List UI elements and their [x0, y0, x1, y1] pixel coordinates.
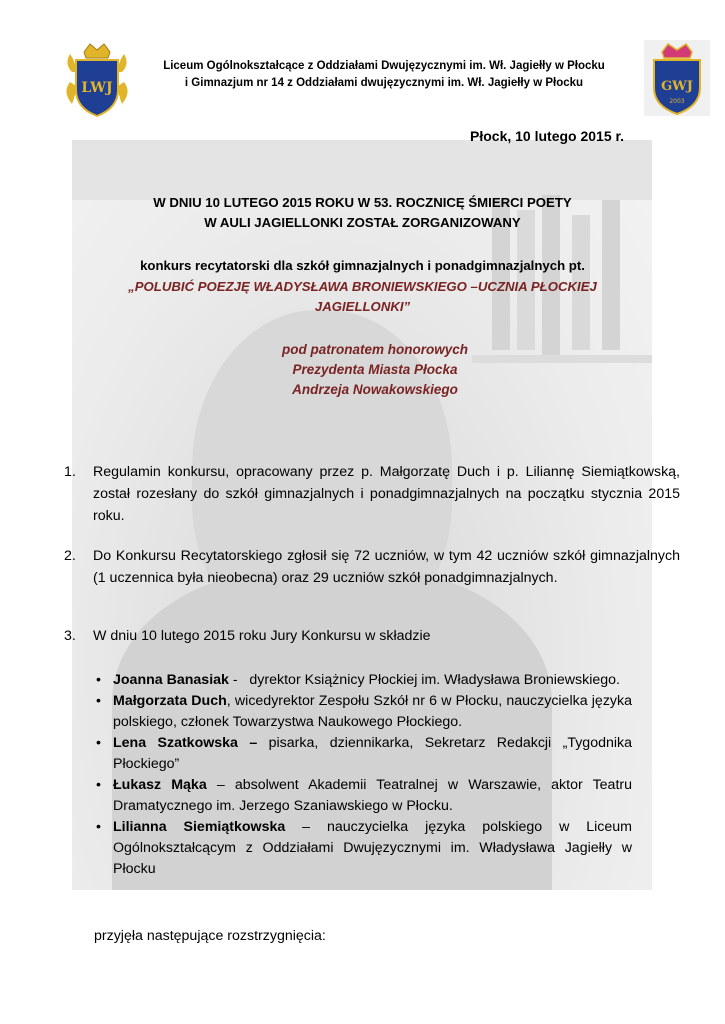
jury-member-separator: -	[228, 672, 250, 688]
title-line2: W AULI JAGIELLONKI ZOSTAŁ ZORGANIZOWANY	[204, 215, 521, 230]
school-crest-left-logo	[64, 42, 130, 118]
jury-member-description: absolwent Akademii Teatralnej w Warszawie, aktor Teatru Dramatycznego im. Jerzego Szaniawskiego w Płocku.	[113, 777, 633, 814]
jury-member	[94, 670, 632, 691]
contest-name-line2: JAGIELLONKI”	[314, 299, 411, 314]
patronage-line2: Prezydenta Miasta Płocka	[292, 362, 458, 377]
jury-member-name: Joanna Banasiak	[113, 672, 229, 688]
jury-member	[94, 733, 632, 775]
document-title	[90, 193, 635, 233]
bullet-icon: •	[96, 672, 101, 688]
numbered-point	[64, 545, 680, 589]
jury-member-name: Lilianna Siemiątkowska	[113, 819, 286, 835]
right-logo-letters: GWJ	[661, 79, 693, 94]
jury-member-name: Łukasz Mąka	[113, 777, 207, 793]
jury-member-separator	[257, 735, 268, 751]
point-number: 1.	[64, 464, 76, 480]
point-text: Do Konkursu Recytatorskiego zgłosił się 72 uczniów, w tym 42 uczniów szkół gimnazjalnych (1 uczennica była nieobecna) oraz 29 uczniów szkół ponadgimnazjalnych.	[93, 548, 680, 586]
patronage-block	[160, 340, 590, 400]
bullet-icon: •	[96, 735, 101, 751]
patronage-line3: Andrzeja Nowakowskiego	[292, 382, 458, 397]
jury-member	[94, 691, 632, 733]
jury-member-description: pisarka, dziennikarka, Sekretarz Redakcji „Tygodnika Płockiego”	[113, 735, 633, 772]
contest-name	[90, 277, 635, 317]
jury-member-name: Lena Szatkowska –	[113, 735, 258, 751]
numbered-point	[64, 461, 680, 527]
jury-member-separator: –	[285, 819, 327, 835]
bullet-icon: •	[96, 819, 101, 835]
jury-member	[94, 775, 632, 817]
school-header	[130, 58, 638, 92]
point-number: 2.	[64, 548, 76, 564]
contest-subtitle: konkurs recytatorski dla szkół gimnazjalnych i ponadgimnazjalnych pt.	[140, 258, 585, 273]
right-logo-year: 2003	[669, 98, 685, 105]
school-header-line2: i Gimnazjum nr 14 z Oddziałami dwujęzycznymi im. Wł. Jagiełły w Płocku	[184, 77, 584, 89]
left-logo-letters: LWJ	[81, 80, 113, 96]
point-text: W dniu 10 lutego 2015 roku Jury Konkursu w składzie	[93, 628, 431, 644]
numbered-point	[64, 625, 680, 647]
bullet-icon: •	[96, 777, 101, 793]
bullet-icon: •	[96, 693, 101, 709]
point-text: Regulamin konkursu, opracowany przez p. Małgorzatę Duch i p. Liliannę Siemiątkowską, został rozesłany do szkół gimnazjalnych i ponadgimnazjalnych na początku stycznia 2015 roku.	[93, 464, 680, 524]
jury-member-separator: –	[206, 777, 235, 793]
jury-member-name: Małgorzata Duch	[113, 693, 227, 709]
point-number: 3.	[64, 628, 76, 644]
patronage-line1: pod patronatem honorowych	[281, 342, 468, 357]
jury-member-description: nauczycielka języka polskiego w Liceum Ogólnokształcącym z Oddziałami Dwujęzycznymi im. Władysława Jagiełły w Płocku	[113, 819, 632, 877]
title-line1: W DNIU 10 LUTEGO 2015 ROKU W 53. ROCZNICĘ ŚMIERCI POETY	[153, 195, 572, 210]
school-crest-right-logo	[644, 40, 710, 116]
school-header-line1: Liceum Ogólnokształcące z Oddziałami Dwujęzycznymi im. Wł. Jagiełły w Płocku	[163, 60, 605, 72]
jury-list	[94, 670, 632, 880]
decision-intro: przyjęła następujące rozstrzygnięcia:	[94, 928, 326, 944]
jury-member-separator: ,	[226, 693, 235, 709]
jury-member-description: dyrektor Książnicy Płockiej im. Władysława Broniewskiego.	[249, 672, 621, 688]
jury-member	[94, 817, 632, 880]
document-date: Płock, 10 lutego 2015 r.	[470, 128, 625, 144]
contest-name-line1: „POLUBIĆ POEZJĘ WŁADYSŁAWA BRONIEWSKIEGO –UCZNIA PŁOCKIEJ	[128, 279, 597, 294]
jury-member-description: wicedyrektor Zespołu Szkół nr 6 w Płocku, nauczycielka języka polskiego, członek Towarzystwa Naukowego Płockiego.	[113, 693, 632, 730]
